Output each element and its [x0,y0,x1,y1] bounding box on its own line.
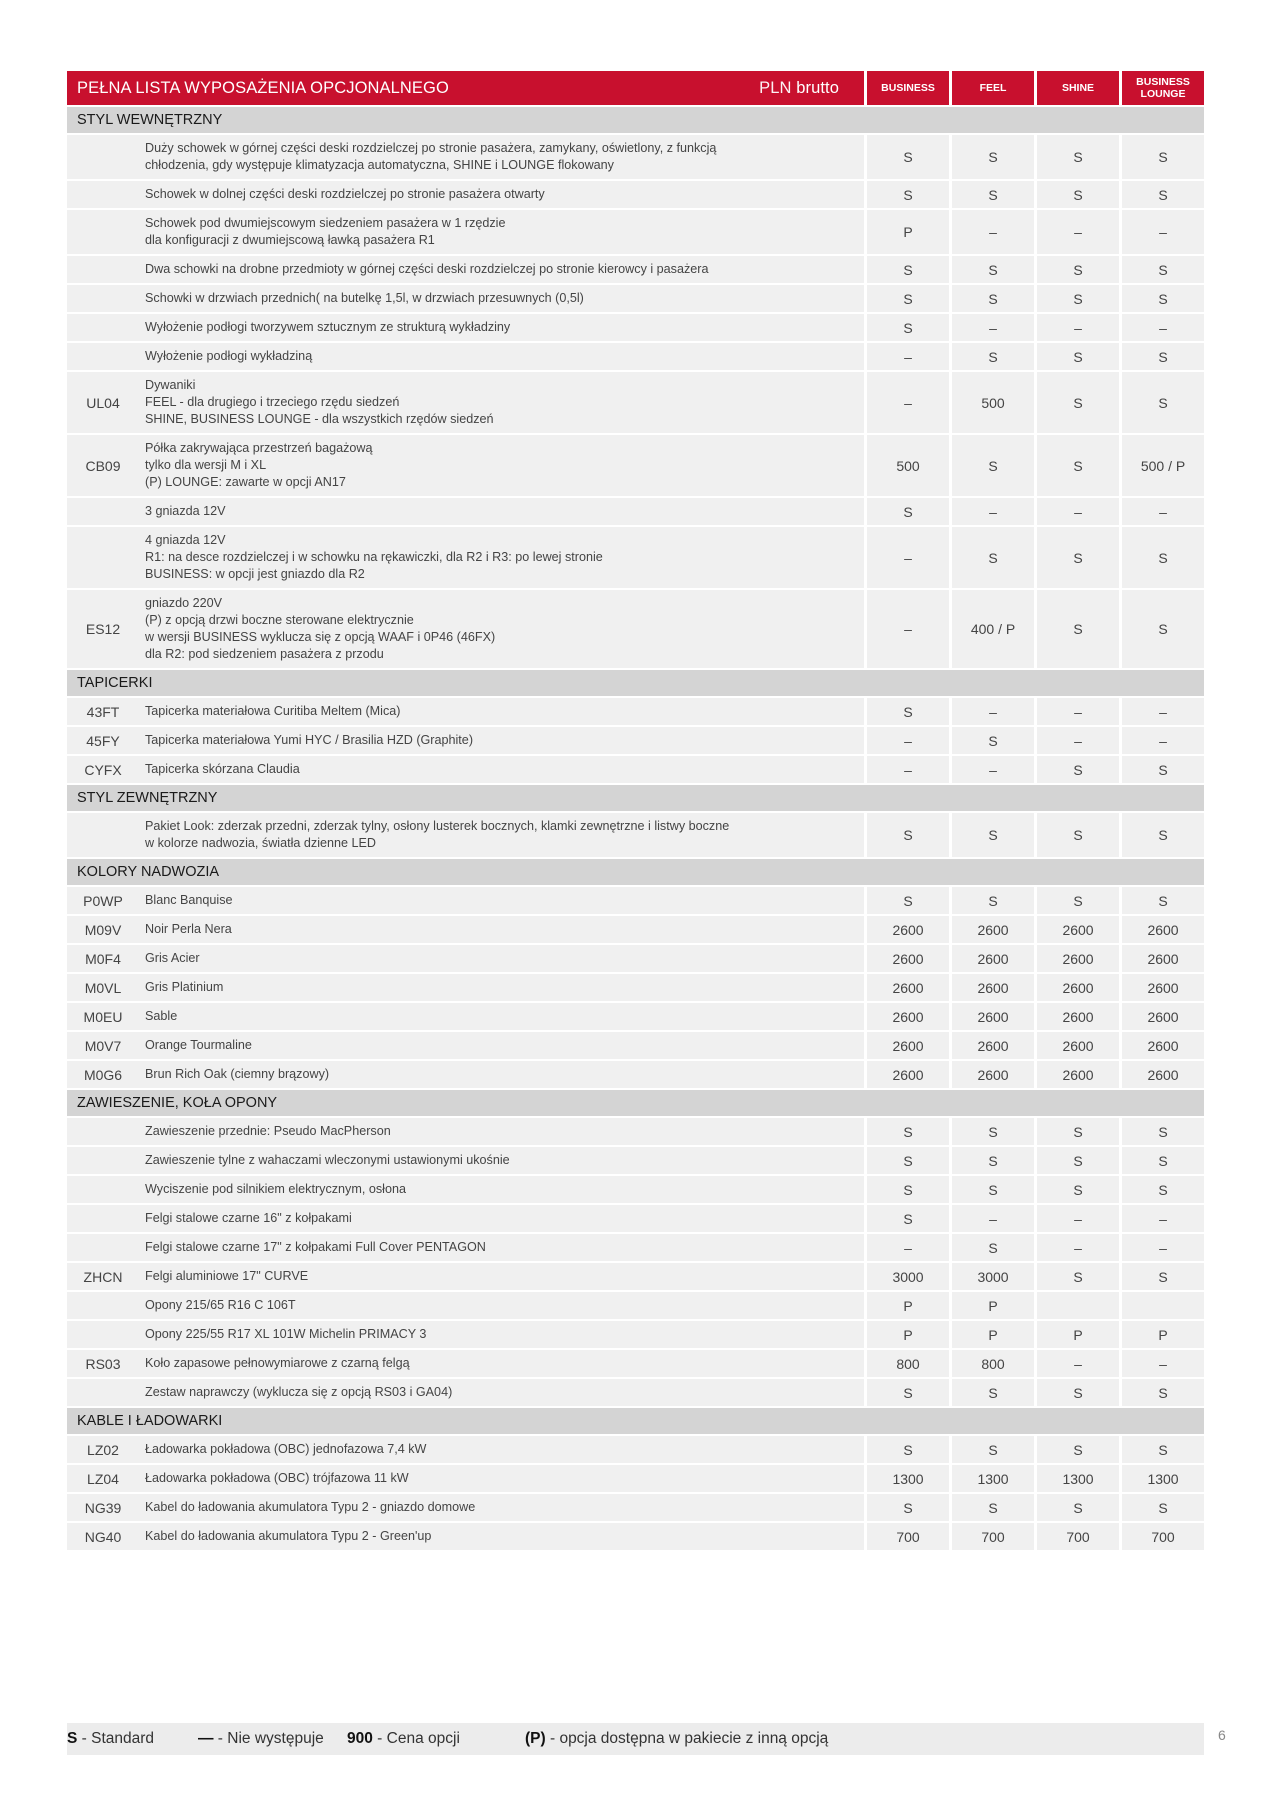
currency-label-bold: brutto [796,78,840,97]
value-business: S [864,698,949,725]
value-shine: 1300 [1034,1465,1119,1492]
table-row [67,813,1204,857]
option-code: M0G6 [67,1061,139,1088]
value-feel: – [949,314,1034,341]
column-header-business-lounge: BUSINESS LOUNGE [1119,71,1204,105]
value-business-lounge: 2600 [1119,916,1204,943]
option-description: Felgi aluminiowe 17" CURVE [139,1263,864,1290]
option-code [67,1118,139,1145]
table-row [67,1494,1204,1521]
value-feel: S [949,727,1034,754]
option-description: Schowek pod dwumiejscowym siedzeniem pasażera w 1 rzędzie dla konfiguracji z dwumiejscową ławką pasażera R1 [139,210,864,254]
value-business: 1300 [864,1465,949,1492]
value-feel: 500 [949,372,1034,433]
option-description: Orange Tourmaline [139,1032,864,1059]
table-row [67,1523,1204,1550]
option-description: Zawieszenie tylne z wahaczami wleczonymi ustawionymi ukośnie [139,1147,864,1174]
option-code [67,181,139,208]
table-header-row [67,71,1204,105]
value-business: S [864,498,949,525]
option-description: Opony 225/55 R17 XL 101W Michelin PRIMACY 3 [139,1321,864,1348]
value-shine: – [1034,727,1119,754]
value-business-lounge: S [1119,181,1204,208]
value-shine: 2600 [1034,1032,1119,1059]
value-business: 2600 [864,945,949,972]
value-business-lounge: S [1119,527,1204,588]
value-business-lounge: S [1119,1263,1204,1290]
value-business-lounge: 700 [1119,1523,1204,1550]
value-business-lounge: 2600 [1119,1003,1204,1030]
value-business-lounge: S [1119,1118,1204,1145]
legend-price [347,1730,460,1748]
value-business-lounge: – [1119,1350,1204,1377]
value-feel: 2600 [949,974,1034,1001]
option-description: Gris Platinium [139,974,864,1001]
value-feel: – [949,498,1034,525]
value-business-lounge: S [1119,756,1204,783]
option-code [67,135,139,179]
option-description: Wyłożenie podłogi wykładziną [139,343,864,370]
value-shine: S [1034,1176,1119,1203]
option-code [67,314,139,341]
option-description: Ładowarka pokładowa (OBC) jednofazowa 7,4 kW [139,1436,864,1463]
legend-not-available [198,1730,324,1748]
table-row [67,727,1204,754]
value-shine: 2600 [1034,916,1119,943]
value-business-lounge: – [1119,698,1204,725]
value-shine: – [1034,210,1119,254]
value-business: P [864,1321,949,1348]
table-row [67,285,1204,312]
value-business-lounge: 500 / P [1119,435,1204,496]
value-feel: 2600 [949,945,1034,972]
value-shine: S [1034,1494,1119,1521]
table-row [67,945,1204,972]
value-business-lounge: S [1119,887,1204,914]
value-feel: S [949,1118,1034,1145]
table-row [67,343,1204,370]
value-business: 2600 [864,916,949,943]
option-description: gniazdo 220V (P) z opcją drzwi boczne sterowane elektrycznie w wersji BUSINESS wyklucza się z opcją WAAF i 0P46 (46FX) dla R2: pod siedzeniem pasażera z przodu [139,590,864,668]
option-description: Zawieszenie przednie: Pseudo MacPherson [139,1118,864,1145]
table-row [67,1118,1204,1145]
option-description: Tapicerka materiałowa Curitiba Meltem (Mica) [139,698,864,725]
option-description: Koło zapasowe pełnowymiarowe z czarną felgą [139,1350,864,1377]
table-row [67,1263,1204,1290]
value-shine [1034,1292,1119,1319]
value-business-lounge: – [1119,498,1204,525]
value-business-lounge: S [1119,372,1204,433]
value-business: – [864,727,949,754]
value-business-lounge: S [1119,1147,1204,1174]
value-shine: S [1034,756,1119,783]
value-feel: – [949,756,1034,783]
value-shine: S [1034,435,1119,496]
option-description: Pakiet Look: zderzak przedni, zderzak tylny, osłony lusterek bocznych, klamki zewnętrzne i listwy boczne w kolorze nadwozia, światła dzienne LED [139,813,864,857]
value-shine: S [1034,181,1119,208]
value-business-lounge: 2600 [1119,974,1204,1001]
value-business: S [864,135,949,179]
value-feel: S [949,256,1034,283]
value-business: S [864,1436,949,1463]
value-shine: – [1034,698,1119,725]
value-feel: 2600 [949,916,1034,943]
value-shine: S [1034,256,1119,283]
value-shine: – [1034,1234,1119,1261]
value-shine: S [1034,813,1119,857]
value-business: – [864,343,949,370]
option-description: Półka zakrywająca przestrzeń bagażową tylko dla wersji M i XL (P) LOUNGE: zawarte w opcji AN17 [139,435,864,496]
value-business-lounge: S [1119,590,1204,668]
option-code [67,1292,139,1319]
table-row [67,314,1204,341]
legend-package-text: - opcja dostępna w pakiecie z inną opcją [545,1730,829,1747]
value-business-lounge: S [1119,256,1204,283]
table-row [67,1147,1204,1174]
table-row [67,181,1204,208]
option-code: ZHCN [67,1263,139,1290]
value-business: S [864,285,949,312]
value-business: – [864,1234,949,1261]
option-code [67,210,139,254]
value-feel: 2600 [949,1032,1034,1059]
option-code: CYFX [67,756,139,783]
option-code: ES12 [67,590,139,668]
value-business: S [864,1147,949,1174]
table-title-cell [67,71,864,105]
value-feel: S [949,181,1034,208]
value-shine: S [1034,343,1119,370]
table-row [67,887,1204,914]
section-title: KOLORY NADWOZIA [67,859,1204,885]
table-row [67,974,1204,1001]
value-business-lounge: – [1119,1234,1204,1261]
value-business-lounge: 2600 [1119,1061,1204,1088]
section-title: STYL ZEWNĘTRZNY [67,785,1204,811]
value-feel: – [949,210,1034,254]
option-code: LZ04 [67,1465,139,1492]
value-business-lounge: – [1119,1205,1204,1232]
value-shine: 2600 [1034,1003,1119,1030]
value-business-lounge: 2600 [1119,945,1204,972]
value-shine: 2600 [1034,1061,1119,1088]
page-number: 6 [1218,1727,1226,1743]
value-business: 700 [864,1523,949,1550]
option-code [67,1321,139,1348]
value-shine: – [1034,314,1119,341]
value-feel: – [949,698,1034,725]
option-description: Zestaw naprawczy (wyklucza się z opcją RS03 i GA04) [139,1379,864,1406]
table-row [67,1234,1204,1261]
value-business: 2600 [864,1003,949,1030]
value-feel: S [949,1379,1034,1406]
value-business-lounge: S [1119,813,1204,857]
value-business: 2600 [864,1032,949,1059]
option-description: Sable [139,1003,864,1030]
table-row [67,698,1204,725]
section-header-row [67,859,1204,885]
table-row [67,372,1204,433]
option-code: RS03 [67,1350,139,1377]
value-shine: S [1034,887,1119,914]
column-header-feel: FEEL [949,71,1034,105]
section-header-row [67,1408,1204,1434]
value-shine: – [1034,498,1119,525]
value-shine: S [1034,372,1119,433]
value-shine: 2600 [1034,974,1119,1001]
value-feel: S [949,887,1034,914]
value-business-lounge: P [1119,1321,1204,1348]
value-business: S [864,181,949,208]
value-feel: S [949,1176,1034,1203]
table-row [67,527,1204,588]
option-code [67,256,139,283]
section-title: KABLE I ŁADOWARKI [67,1408,1204,1434]
table-row [67,1465,1204,1492]
option-description: Ładowarka pokładowa (OBC) trójfazowa 11 kW [139,1465,864,1492]
option-code [67,1147,139,1174]
option-code: 45FY [67,727,139,754]
value-shine: S [1034,1436,1119,1463]
value-business-lounge: S [1119,1176,1204,1203]
value-business: S [864,1176,949,1203]
option-code: M0F4 [67,945,139,972]
option-code: M09V [67,916,139,943]
value-shine: P [1034,1321,1119,1348]
option-description: Tapicerka materiałowa Yumi HYC / Brasilia HZD (Graphite) [139,727,864,754]
table-row [67,1032,1204,1059]
option-code [67,1205,139,1232]
value-shine: S [1034,1147,1119,1174]
value-business: 800 [864,1350,949,1377]
options-table [67,69,1204,1552]
column-header-business: BUSINESS [864,71,949,105]
table-row [67,498,1204,525]
option-code [67,527,139,588]
option-description: Felgi stalowe czarne 17" z kołpakami Full Cover PENTAGON [139,1234,864,1261]
section-title: ZAWIESZENIE, KOŁA OPONY [67,1090,1204,1116]
table-row [67,1321,1204,1348]
option-code [67,498,139,525]
options-table-body [67,71,1204,1550]
value-feel: P [949,1321,1034,1348]
value-business: – [864,590,949,668]
value-shine: S [1034,1118,1119,1145]
option-code: NG39 [67,1494,139,1521]
currency-label-light: PLN [759,78,792,97]
value-business-lounge: S [1119,1436,1204,1463]
option-description: Gris Acier [139,945,864,972]
value-business: S [864,1379,949,1406]
value-business: S [864,1205,949,1232]
option-code: M0V7 [67,1032,139,1059]
value-feel: – [949,1205,1034,1232]
table-row [67,435,1204,496]
option-description: Dywaniki FEEL - dla drugiego i trzeciego rzędu siedzeń SHINE, BUSINESS LOUNGE - dla wszystkich rzędów siedzeń [139,372,864,433]
value-business-lounge: – [1119,210,1204,254]
value-business-lounge: – [1119,314,1204,341]
value-feel: P [949,1292,1034,1319]
option-code: M0VL [67,974,139,1001]
value-business: S [864,256,949,283]
value-business: 500 [864,435,949,496]
value-business: – [864,527,949,588]
value-business: – [864,372,949,433]
value-shine: S [1034,135,1119,179]
option-description: 3 gniazda 12V [139,498,864,525]
value-business: S [864,813,949,857]
option-code: LZ02 [67,1436,139,1463]
value-business-lounge: S [1119,285,1204,312]
value-feel: 1300 [949,1465,1034,1492]
option-description: Opony 215/65 R16 C 106T [139,1292,864,1319]
legend-price-key: 900 [347,1730,373,1747]
option-description: Duży schowek w górnej części deski rozdzielczej po stronie pasażera, zamykany, oświetlony, z funkcją chłodzenia, gdy występuje klimatyzacja automatyczna, SHINE i LOUNGE flokowany [139,135,864,179]
value-feel: 3000 [949,1263,1034,1290]
option-description: Wyciszenie pod silnikiem elektrycznym, osłona [139,1176,864,1203]
value-shine: 2600 [1034,945,1119,972]
table-row [67,1350,1204,1377]
option-code [67,1379,139,1406]
value-feel: S [949,135,1034,179]
table-row [67,916,1204,943]
value-feel: 400 / P [949,590,1034,668]
value-shine: – [1034,1350,1119,1377]
option-code [67,343,139,370]
value-business-lounge: – [1119,727,1204,754]
option-description: Kabel do ładowania akumulatora Typu 2 - Green'up [139,1523,864,1550]
value-business: P [864,210,949,254]
value-business-lounge: S [1119,135,1204,179]
legend-package [525,1730,828,1748]
value-business: P [864,1292,949,1319]
options-page [67,69,1204,1552]
value-business: S [864,1118,949,1145]
legend-package-key: (P) [525,1730,546,1747]
value-shine: S [1034,590,1119,668]
table-row [67,756,1204,783]
value-business-lounge: S [1119,1379,1204,1406]
value-feel: 800 [949,1350,1034,1377]
table-row [67,256,1204,283]
value-feel: S [949,1494,1034,1521]
section-title: TAPICERKI [67,670,1204,696]
value-shine: 700 [1034,1523,1119,1550]
table-row [67,135,1204,179]
option-description: Kabel do ładowania akumulatora Typu 2 - gniazdo domowe [139,1494,864,1521]
value-business-lounge: S [1119,343,1204,370]
section-title: STYL WEWNĘTRZNY [67,107,1204,133]
option-description: Dwa schowki na drobne przedmioty w górnej części deski rozdzielczej po stronie kierowcy i pasażera [139,256,864,283]
table-row [67,1436,1204,1463]
option-description: Tapicerka skórzana Claudia [139,756,864,783]
table-row [67,1061,1204,1088]
value-shine: – [1034,1205,1119,1232]
legend-not-available-key: — [198,1730,214,1747]
table-row [67,210,1204,254]
value-feel: S [949,1147,1034,1174]
option-description: Noir Perla Nera [139,916,864,943]
option-description: 4 gniazda 12V R1: na desce rozdzielczej i w schowku na rękawiczki, dla R2 i R3: po lewej stronie BUSINESS: w opcji jest gniazdo dla R2 [139,527,864,588]
section-header-row [67,1090,1204,1116]
value-feel: S [949,435,1034,496]
option-description: Schowek w dolnej części deski rozdzielczej po stronie pasażera otwarty [139,181,864,208]
legend-price-text: - Cena opcji [372,1730,460,1747]
value-shine: S [1034,1379,1119,1406]
table-title: PEŁNA LISTA WYPOSAŻENIA OPCJONALNEGO [77,78,449,97]
option-description: Wyłożenie podłogi tworzywem sztucznym ze strukturą wykładziny [139,314,864,341]
table-row [67,1379,1204,1406]
value-feel: S [949,527,1034,588]
option-description: Felgi stalowe czarne 16" z kołpakami [139,1205,864,1232]
table-row [67,1205,1204,1232]
value-shine: S [1034,285,1119,312]
section-header-row [67,107,1204,133]
value-shine: S [1034,1263,1119,1290]
table-row [67,1292,1204,1319]
value-business: 2600 [864,1061,949,1088]
option-code [67,813,139,857]
option-code: P0WP [67,887,139,914]
value-business: 2600 [864,974,949,1001]
legend-standard-text: - Standard [77,1730,155,1747]
option-code [67,1176,139,1203]
section-header-row [67,670,1204,696]
column-header-shine: SHINE [1034,71,1119,105]
legend-bar [67,1723,1204,1755]
option-code [67,1234,139,1261]
option-code: M0EU [67,1003,139,1030]
value-feel: S [949,1234,1034,1261]
option-description: Blanc Banquise [139,887,864,914]
legend-standard-key: S [67,1730,78,1747]
value-feel: S [949,1436,1034,1463]
value-feel: 700 [949,1523,1034,1550]
value-business-lounge: S [1119,1494,1204,1521]
value-business-lounge: 2600 [1119,1032,1204,1059]
legend-standard [67,1730,154,1748]
legend-not-available-text: - Nie występuje [213,1730,324,1747]
value-business: – [864,756,949,783]
value-feel: S [949,343,1034,370]
option-code: UL04 [67,372,139,433]
value-business: S [864,1494,949,1521]
option-description: Schowki w drzwiach przednich( na butelkę 1,5l, w drzwiach przesuwnych (0,5l) [139,285,864,312]
value-feel: 2600 [949,1003,1034,1030]
table-row [67,590,1204,668]
value-feel: S [949,285,1034,312]
option-description: Brun Rich Oak (ciemny brązowy) [139,1061,864,1088]
option-code: 43FT [67,698,139,725]
value-business-lounge: 1300 [1119,1465,1204,1492]
value-business-lounge [1119,1292,1204,1319]
option-code: NG40 [67,1523,139,1550]
value-shine: S [1034,527,1119,588]
value-business: S [864,314,949,341]
section-header-row [67,785,1204,811]
option-code: CB09 [67,435,139,496]
value-business: S [864,887,949,914]
option-code [67,285,139,312]
value-feel: S [949,813,1034,857]
value-business: 3000 [864,1263,949,1290]
table-row [67,1176,1204,1203]
value-feel: 2600 [949,1061,1034,1088]
currency-label [759,79,839,98]
table-row [67,1003,1204,1030]
